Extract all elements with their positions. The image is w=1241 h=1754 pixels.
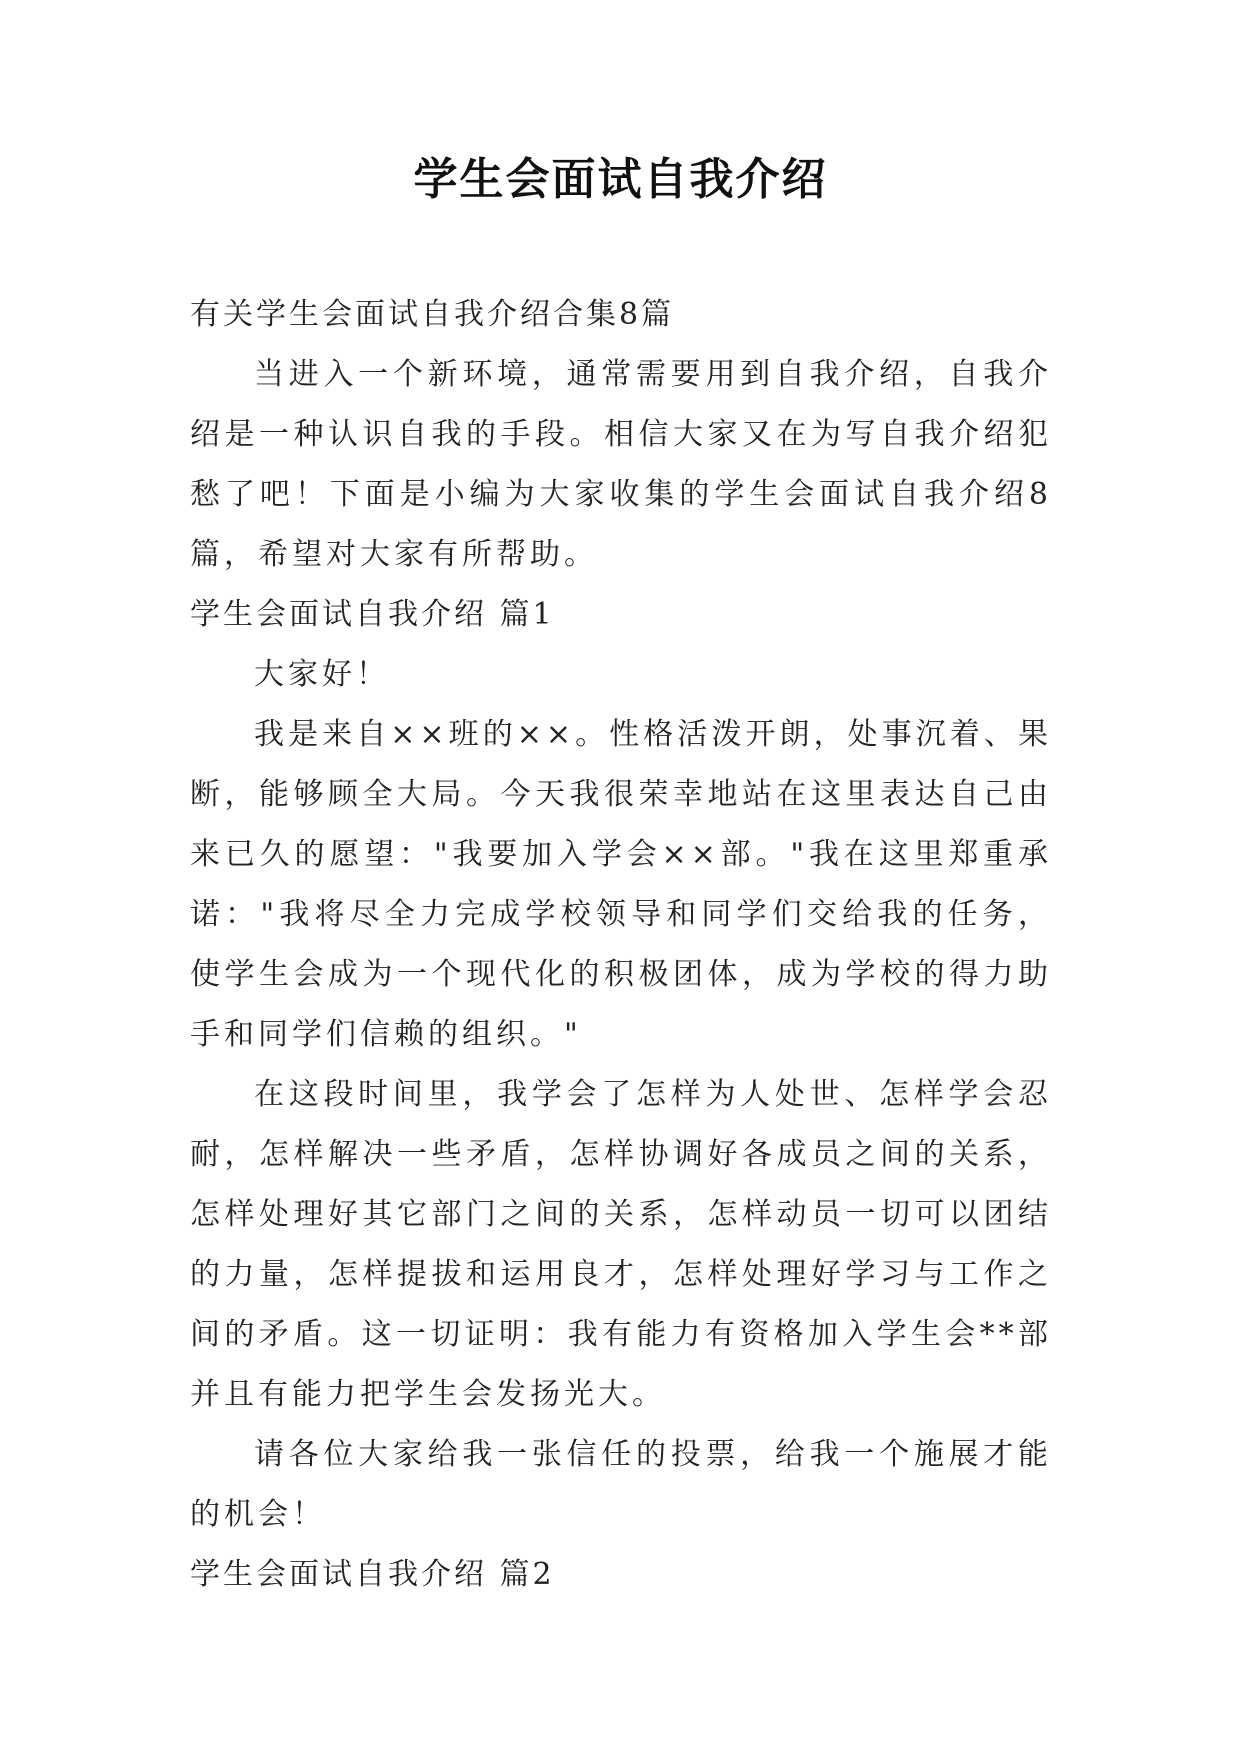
section1-paragraph-2: 在这段时间里，我学会了怎样为人处世、怎样学会忍耐，怎样解决一些矛盾，怎样协调好各成员之间的关系，怎样处理好其它部门之间的关系，怎样动员一切可以团结的力量，怎样提拔和运用良才，怎样处理好学习与工作之间的矛盾。这一切证明：我有能力有资格加入学生会**部并且有能力把学生会发扬光大。 (190, 1077, 1052, 1412)
document-body (190, 285, 1052, 1605)
greeting-paragraph: 大家好！ (254, 657, 390, 692)
collection-subtitle: 有关学生会面试自我介绍合集8篇 (190, 297, 675, 332)
section1-paragraph-3: 请各位大家给我一张信任的投票，给我一个施展才能的机会！ (190, 1437, 1052, 1532)
document-title: 学生会面试自我介绍 (413, 154, 828, 205)
section-heading-2: 学生会面试自我介绍 篇2 (190, 1557, 555, 1592)
section1-paragraph-1: 我是来自××班的××。性格活泼开朗，处事沉着、果断，能够顾全大局。今天我很荣幸地站在这里表达自己由来已久的愿望："我要加入学会××部。"我在这里郑重承诺："我将尽全力完成学校领导和同学们交给我的任务，使学生会成为一个现代化的积极团体，成为学校的得力助手和同学们信赖的组织。" (190, 717, 1052, 1052)
section-heading-1: 学生会面试自我介绍 篇1 (190, 597, 555, 632)
intro-paragraph: 当进入一个新环境，通常需要用到自我介绍，自我介绍是一种认识自我的手段。相信大家又在为写自我介绍犯愁了吧！下面是小编为大家收集的学生会面试自我介绍8篇，希望对大家有所帮助。 (190, 357, 1052, 572)
